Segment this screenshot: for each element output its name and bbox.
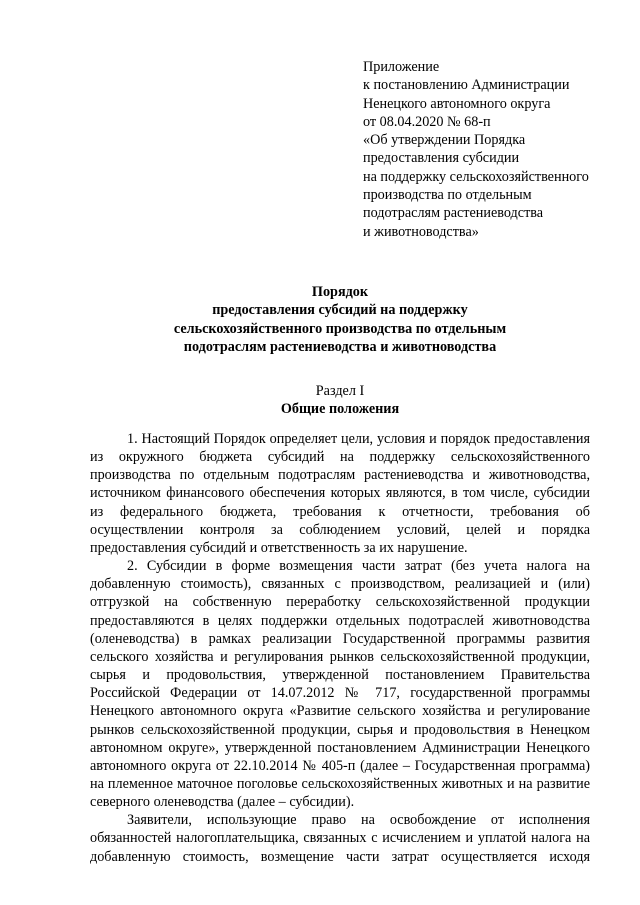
appendix-line: от 08.04.2020 № 68-п: [363, 113, 491, 130]
document-body: [90, 430, 590, 866]
last-paragraph-wrap: [90, 811, 590, 865]
paragraph-3: Заявители, использующие право на освобождение от исполнения обязанностей налогоплательщика, связанных с исчислением и уплатой налога на добавленную стоимость, возмещение части затрат осуществляется исходя: [90, 812, 590, 865]
title-line: Порядок: [311, 284, 369, 300]
appendix-line: производства по отдельным: [363, 187, 532, 204]
title-line: подотраслям растениеводства и животноводства: [183, 339, 497, 356]
appendix-line: предоставления субсидии: [363, 150, 520, 167]
appendix-line: «Об утверждении Порядка: [363, 132, 526, 149]
appendix-line: и животноводства»: [363, 223, 479, 240]
appendix-line: Ненецкого автономного округа: [363, 95, 551, 112]
paragraph-1: 1. Настоящий Порядок определяет цели, условия и порядок предоставления из окружного бюджета субсидий на поддержку сельскохозяйственного производства по отдельным подотраслям растениеводства и животноводства, источником финансового обеспечения которых являются, в том числе, субсидии из федерального бюджета, требования к отчетности, требования об осуществлении контроля за соблюдением условий, целей и порядка предоставления субсидий и ответственность за их нарушение.: [90, 431, 590, 556]
section-label: Раздел I: [315, 383, 365, 399]
paragraph-2: 2. Субсидии в форме возмещения части затрат (без учета налога на добавленную стоимость), связанных с производством, реализацией и (или) отгрузкой на собственную переработку сельскохозяйственной продукции предоставляются в целях поддержки отдельных подотраслей животноводства (оленеводства) в рамках реализации Государственной программы развития сельского хозяйства и регулирования рынков сельскохозяйственной продукции, сырья и продовольствия, утвержденной постановлением Правительства Российской Федерации от 14.07.2012 № 717, государственной программы Ненецкого автономного округа «Развитие сельского хозяйства и регулирование рынков сельскохозяйственной продукции, сырья и продовольствия в Ненецком автономном округе», утвержденной постановлением Администрации Ненецкого автономного округа от 22.10.2014 № 405-п (далее – Государственная программа) на племенное маточное поголовье сельскохозяйственных животных и на развитие северного оленеводства (далее – субсидии).: [90, 558, 590, 811]
appendix-line: к постановлению Администрации: [363, 77, 570, 94]
section-heading: Общие положения: [280, 401, 400, 418]
appendix-line: подотраслям растениеводства: [363, 205, 544, 222]
appendix-block: [363, 58, 633, 241]
title-line: сельскохозяйственного производства по отдельным: [173, 320, 507, 337]
document-title: [90, 283, 590, 357]
section-header: [90, 382, 590, 419]
appendix-line: на поддержку сельскохозяйственного: [363, 168, 589, 185]
appendix-line: Приложение: [363, 59, 440, 75]
title-line: предоставления субсидий на поддержку: [212, 302, 468, 319]
